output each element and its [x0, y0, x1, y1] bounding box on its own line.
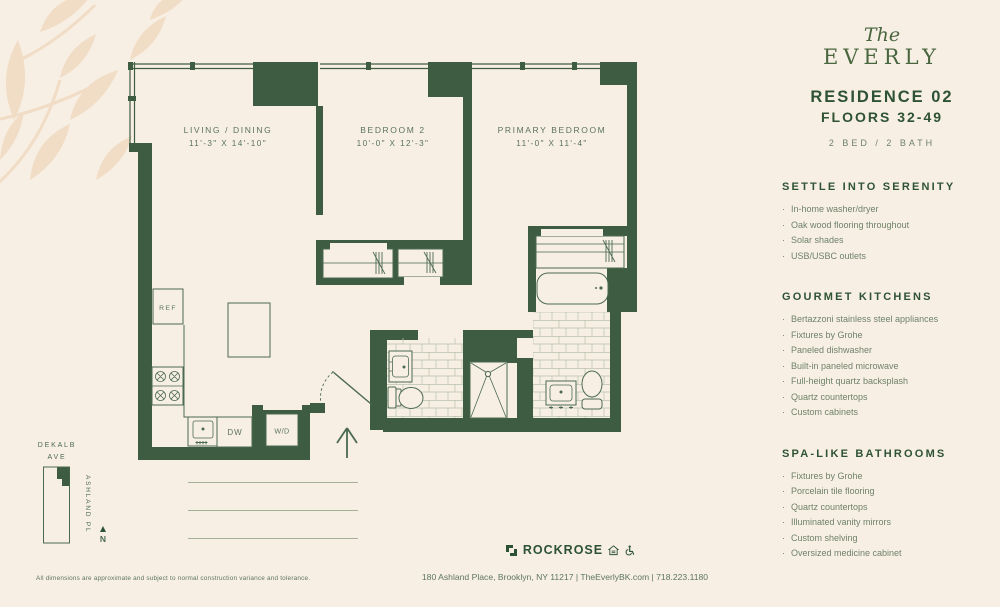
room-dims-bedroom2: 10'-0" X 12'-3" [356, 139, 430, 148]
note-line [188, 538, 358, 539]
toilet [388, 387, 423, 409]
bullet-dot: · [782, 345, 785, 355]
bullet-dot: · [782, 360, 785, 371]
amenity-text: Full-height quartz backsplash [791, 376, 909, 386]
amenity-item [782, 218, 996, 234]
map-building-highlight [57, 468, 70, 487]
address-line: 180 Ashland Place, Brooklyn, NY 11217 | TheEverlyBK.com | 718.223.1180 [421, 572, 709, 582]
room-label-living-dining: LIVING / DINING [183, 125, 273, 135]
bullet-dot: · [782, 391, 785, 402]
bullet-dot: · [782, 407, 785, 417]
map-street-ashland: ASHLAND PL [84, 475, 91, 534]
bullet-dot: · [782, 219, 785, 230]
window-mullions [128, 62, 577, 101]
amenity-item [782, 405, 996, 421]
bathtub [537, 273, 608, 304]
stove [152, 367, 183, 405]
washer-dryer [263, 403, 302, 446]
developer-logo-row [430, 543, 710, 557]
bullet-dot: · [782, 235, 785, 245]
bullet-dot: · [782, 314, 785, 324]
amenity-item [782, 312, 996, 328]
section-heading: SETTLE INTO SERENITY [782, 181, 956, 193]
north-compass [100, 526, 106, 544]
amenity-section-bathrooms [768, 448, 996, 562]
amenity-item [782, 249, 996, 265]
amenity-text: In-home washer/dryer [791, 204, 879, 214]
vanity-sink [389, 351, 412, 382]
note-line [188, 510, 358, 511]
disclaimer-text: All dimensions are approximate and subject to normal construction variance and tolerance. [36, 575, 311, 582]
developer-name: ROCKROSE [522, 543, 604, 557]
amenity-item [782, 469, 996, 485]
section-heading: GOURMET KITCHENS [782, 291, 933, 303]
amenity-text: USB/USBC outlets [791, 250, 867, 261]
bullet-dot: · [782, 329, 785, 340]
amenity-text: Quartz countertops [791, 391, 868, 402]
amenity-item [782, 374, 996, 390]
label-wd: W/D [274, 426, 290, 436]
brand-the: The [863, 24, 901, 46]
amenity-text: Custom shelving [791, 532, 858, 543]
amenity-item [782, 546, 996, 562]
rockrose-icon [505, 544, 518, 557]
kitchen-sink [188, 417, 217, 446]
map-street-dekalb-ave: AVE [47, 454, 67, 461]
svg-text:N: N [99, 534, 107, 544]
entry-door [321, 371, 373, 405]
bullet-dot: · [782, 486, 785, 496]
bullet-dot: · [782, 501, 785, 512]
amenity-text: Fixtures by Grohe [791, 329, 863, 340]
brand-name: EVERLY [822, 45, 942, 69]
bullet-dot: · [782, 204, 785, 214]
amenity-item [782, 202, 996, 218]
section-heading: SPA-LIKE BATHROOMS [782, 447, 947, 460]
primary-vanity-sink [546, 381, 576, 409]
brand-logo [768, 24, 996, 69]
amenity-item [782, 359, 996, 375]
floor-plan [110, 50, 670, 470]
kitchen [152, 289, 302, 447]
residence-config: 2 BED / 2 BATH [828, 138, 936, 148]
label-ref: REF [159, 305, 177, 312]
amenity-section-serenity [768, 181, 996, 264]
bullet-dot: · [782, 376, 785, 386]
residence-floors: FLOORS 32-49 [820, 109, 944, 125]
bullet-dot: · [782, 250, 785, 261]
amenity-text: Porcelain tile flooring [791, 486, 875, 496]
accessibility-icon [624, 545, 635, 556]
amenity-section-kitchens [768, 291, 996, 421]
bullet-dot: · [782, 470, 785, 481]
map-street-dekalb: DEKALB [37, 442, 77, 449]
amenity-item [782, 500, 996, 516]
amenity-text: Oversized medicine cabinet [791, 548, 902, 558]
amenity-text: Fixtures by Grohe [791, 470, 863, 481]
amenity-text: Custom cabinets [791, 407, 859, 417]
entry-arrow [337, 428, 357, 458]
equal-housing-icon [608, 545, 619, 556]
room-dims-primary-bedroom: 11'-0" X 11'-4" [516, 139, 588, 148]
amenity-text: Paneled dishwasher [791, 345, 873, 355]
site-location-map [25, 432, 120, 552]
amenity-item [782, 343, 996, 359]
bullet-dot: · [782, 548, 785, 558]
amenity-text: Solar shades [791, 235, 844, 245]
amenity-item [782, 328, 996, 344]
kitchen-island [228, 303, 270, 357]
room-label-primary-bedroom: PRIMARY BEDROOM [497, 125, 607, 135]
primary-bathroom [533, 312, 610, 418]
room-label-bedroom2: BEDROOM 2 [360, 125, 426, 135]
shower [470, 362, 507, 418]
amenity-text: Quartz countertops [791, 501, 868, 512]
bullet-dot: · [782, 517, 785, 527]
room-dims-living-dining: 11'-3" X 14'-10" [188, 139, 268, 148]
primary-toilet [582, 371, 602, 409]
residence-title: RESIDENCE 02 [810, 88, 954, 106]
amenity-item [782, 484, 996, 500]
label-dw: DW [227, 428, 243, 437]
info-panel [768, 24, 996, 562]
amenity-text: Built-in paneled microwave [791, 360, 899, 371]
bullet-dot: · [782, 532, 785, 543]
amenity-item [782, 531, 996, 547]
amenity-text: Illuminated vanity mirrors [791, 517, 892, 527]
amenity-item [782, 233, 996, 249]
note-line [188, 482, 358, 483]
amenity-item [782, 390, 996, 406]
amenity-text: Bertazzoni stainless steel appliances [791, 314, 939, 324]
amenity-item [782, 515, 996, 531]
amenity-text: Oak wood flooring throughout [791, 219, 910, 230]
